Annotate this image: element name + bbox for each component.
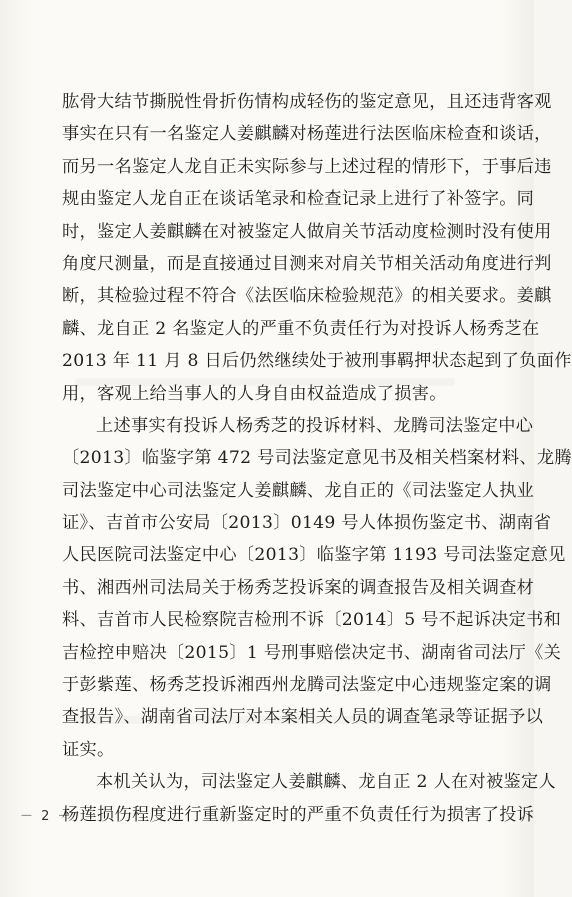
text-line: 断，其检验过程不符合《法医临床检验规范》的相关要求。姜麒 <box>62 286 552 307</box>
text-line: 〔2013〕临鉴字第 472 号司法鉴定意见书及相关档案材料、龙腾 <box>62 448 572 469</box>
text-line: 而另一名鉴定人龙自正未实际参与上述过程的情形下，于事后违 <box>62 156 552 177</box>
page-number: － 2 － <box>20 809 73 824</box>
text-line: 规由鉴定人龙自正在谈话笔录和检查记录上进行了补签字。同 <box>62 189 535 210</box>
text-line: 查报告》、湖南省司法厅对本案相关人员的调查笔录等证据予以 <box>62 707 544 728</box>
paragraph-first-line: 本机关认为，司法鉴定人姜麒麟、龙自正 2 人在对被鉴定人 <box>96 772 556 793</box>
text-line: 吉检控申赔决〔2015〕1 号刑事赔偿决定书、湖南省司法厅《关 <box>62 642 562 663</box>
text-line: 2013 年 11 月 8 日后仍然继续处于被刑事羁押状态起到了负面作 <box>62 351 572 372</box>
text-line: 人民医院司法鉴定中心〔2013〕临鉴字第 1193 号司法鉴定意见 <box>62 545 566 566</box>
text-line: 杨莲损伤程度进行重新鉴定时的严重不负责任行为损害了投诉 <box>62 804 535 825</box>
text-line: 于彭紫莲、杨秀芝投诉湘西州龙腾司法鉴定中心违规鉴定案的调 <box>62 675 552 696</box>
body-text <box>62 86 572 831</box>
text-line: 书、湘西州司法局关于杨秀芝投诉案的调查报告及相关调查材 <box>62 577 535 598</box>
text-line: 角度尺测量，而是直接通过目测来对肩关节相关活动角度进行判 <box>62 253 552 274</box>
text-line: 司法鉴定中心司法鉴定人姜麒麟、龙自正的《司法鉴定人执业 <box>62 480 535 501</box>
text-line: 时，鉴定人姜麒麟在对被鉴定人做肩关节活动度检测时没有使用 <box>62 221 552 242</box>
text-line: 事实在只有一名鉴定人姜麒麟对杨莲进行法医临床检查和谈话， <box>62 124 552 145</box>
text-line: 用，客观上给当事人的人身自由权益造成了损害。 <box>62 383 447 404</box>
text-line: 麟、龙自正 2 名鉴定人的严重不负责任行为对投诉人杨秀芝在 <box>62 318 540 339</box>
text-line: 证实。 <box>62 739 115 760</box>
text-line: 肱骨大结节撕脱性骨折伤情构成轻伤的鉴定意见，且还违背客观 <box>62 92 552 112</box>
text-line: 料、吉首市人民检察院吉检刑不诉〔2014〕5 号不起诉决定书和 <box>62 610 562 631</box>
paragraph-first-line: 上述事实有投诉人杨秀芝的投诉材料、龙腾司法鉴定中心 <box>96 415 534 436</box>
text-line: 证》、吉首市公安局〔2013〕0149 号人体损伤鉴定书、湖南省 <box>62 513 552 534</box>
